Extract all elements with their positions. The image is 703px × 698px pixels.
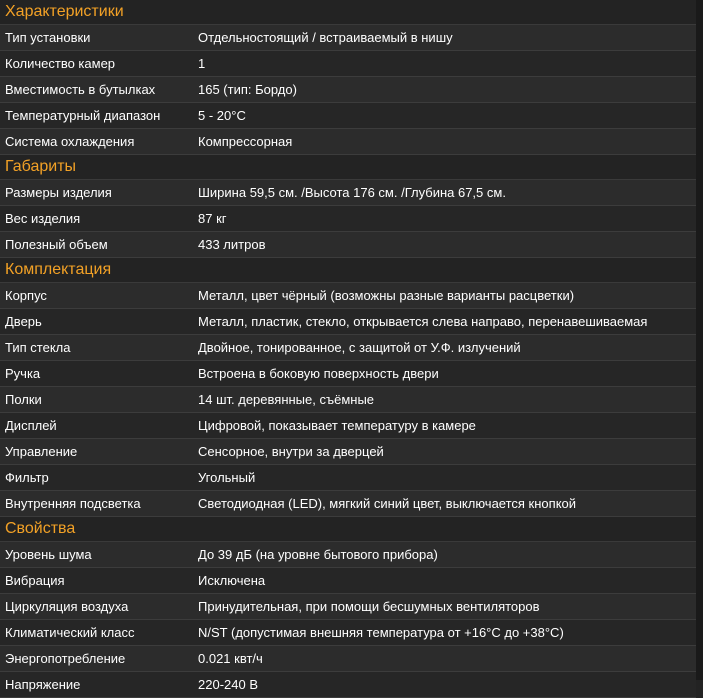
spec-row [0, 387, 696, 413]
right-edge [696, 0, 703, 680]
spec-value: Цифровой, показывает температуру в камере [198, 418, 476, 433]
section-equipment [0, 258, 696, 517]
section-title: Характеристики [0, 0, 696, 25]
spec-row [0, 232, 696, 258]
spec-value: Двойное, тонированное, с защитой от У.Ф. излучений [198, 340, 521, 355]
spec-value: N/ST (допустимая внешняя температура от +16°C до +38°C) [198, 625, 564, 640]
spec-value: 87 кг [198, 211, 227, 226]
spec-value: Сенсорное, внутри за дверцей [198, 444, 384, 459]
spec-row [0, 439, 696, 465]
spec-label: Полезный объем [5, 237, 108, 252]
section-properties [0, 517, 696, 698]
spec-label: Система охлаждения [5, 134, 135, 149]
spec-value: Угольный [198, 470, 256, 485]
spec-row [0, 491, 696, 517]
spec-row [0, 594, 696, 620]
spec-value: Компрессорная [198, 134, 293, 149]
spec-value: Исключена [198, 573, 266, 588]
spec-label: Энергопотребление [5, 651, 126, 666]
spec-label: Тип установки [5, 30, 91, 45]
spec-row [0, 25, 696, 51]
spec-row [0, 180, 696, 206]
spec-row [0, 672, 696, 698]
spec-row [0, 77, 696, 103]
spec-row [0, 465, 696, 491]
spec-row [0, 413, 696, 439]
spec-value: Встроена в боковую поверхность двери [198, 366, 439, 381]
spec-label: Внутренняя подсветка [5, 496, 141, 511]
spec-row [0, 542, 696, 568]
spec-row [0, 103, 696, 129]
spec-value: Ширина 59,5 см. /Высота 176 см. /Глубина 67,5 см. [198, 185, 506, 200]
spec-table [0, 283, 696, 517]
spec-value: Светодиодная (LED), мягкий синий цвет, выключается кнопкой [198, 496, 577, 511]
spec-value: 433 литров [198, 237, 266, 252]
spec-label: Циркуляция воздуха [5, 599, 129, 614]
spec-label: Температурный диапазон [5, 108, 161, 123]
spec-row [0, 335, 696, 361]
spec-label: Вместимость в бутылках [5, 82, 156, 97]
spec-row [0, 129, 696, 155]
spec-value: 0.021 квт/ч [198, 651, 263, 666]
spec-row [0, 646, 696, 672]
section-title: Комплектация [0, 258, 696, 283]
spec-table [0, 25, 696, 155]
spec-value: 14 шт. деревянные, съёмные [198, 392, 375, 407]
spec-row [0, 309, 696, 335]
spec-label: Полки [5, 392, 42, 407]
spec-label: Управление [5, 444, 78, 459]
spec-label: Ручка [5, 366, 41, 381]
spec-row [0, 51, 696, 77]
section-dimensions [0, 155, 696, 258]
spec-label: Фильтр [5, 470, 49, 485]
spec-label: Размеры изделия [5, 185, 112, 200]
spec-label: Напряжение [5, 677, 81, 692]
spec-row [0, 568, 696, 594]
spec-label: Уровень шума [5, 547, 92, 562]
spec-label: Количество камер [5, 56, 116, 71]
spec-value: Принудительная, при помощи бесшумных вентиляторов [198, 599, 540, 614]
spec-value: Металл, цвет чёрный (возможны разные варианты расцветки) [198, 288, 575, 303]
spec-label: Тип стекла [5, 340, 71, 355]
section-characteristics [0, 0, 696, 155]
spec-label: Дисплей [5, 418, 57, 433]
spec-label: Корпус [5, 288, 47, 303]
section-title: Свойства [0, 517, 696, 542]
spec-label: Климатический класс [5, 625, 135, 640]
spec-table [0, 180, 696, 258]
spec-label: Дверь [5, 314, 42, 329]
spec-row [0, 206, 696, 232]
spec-label: Вибрация [5, 573, 65, 588]
spec-row [0, 283, 696, 309]
spec-value: Отдельностоящий / встраиваемый в нишу [198, 30, 453, 45]
spec-value: 5 - 20°C [198, 108, 246, 123]
spec-value: 1 [198, 56, 206, 71]
spec-label: Вес изделия [5, 211, 81, 226]
spec-table [0, 542, 696, 698]
spec-value: 165 (тип: Бордо) [198, 82, 297, 97]
spec-value: До 39 дБ (на уровне бытового прибора) [198, 547, 438, 562]
spec-value: 220-240 В [198, 677, 258, 692]
spec-row [0, 361, 696, 387]
spec-value: Металл, пластик, стекло, открывается слева направо, перенавешиваемая [198, 314, 648, 329]
section-title: Габариты [0, 155, 696, 180]
spec-row [0, 620, 696, 646]
